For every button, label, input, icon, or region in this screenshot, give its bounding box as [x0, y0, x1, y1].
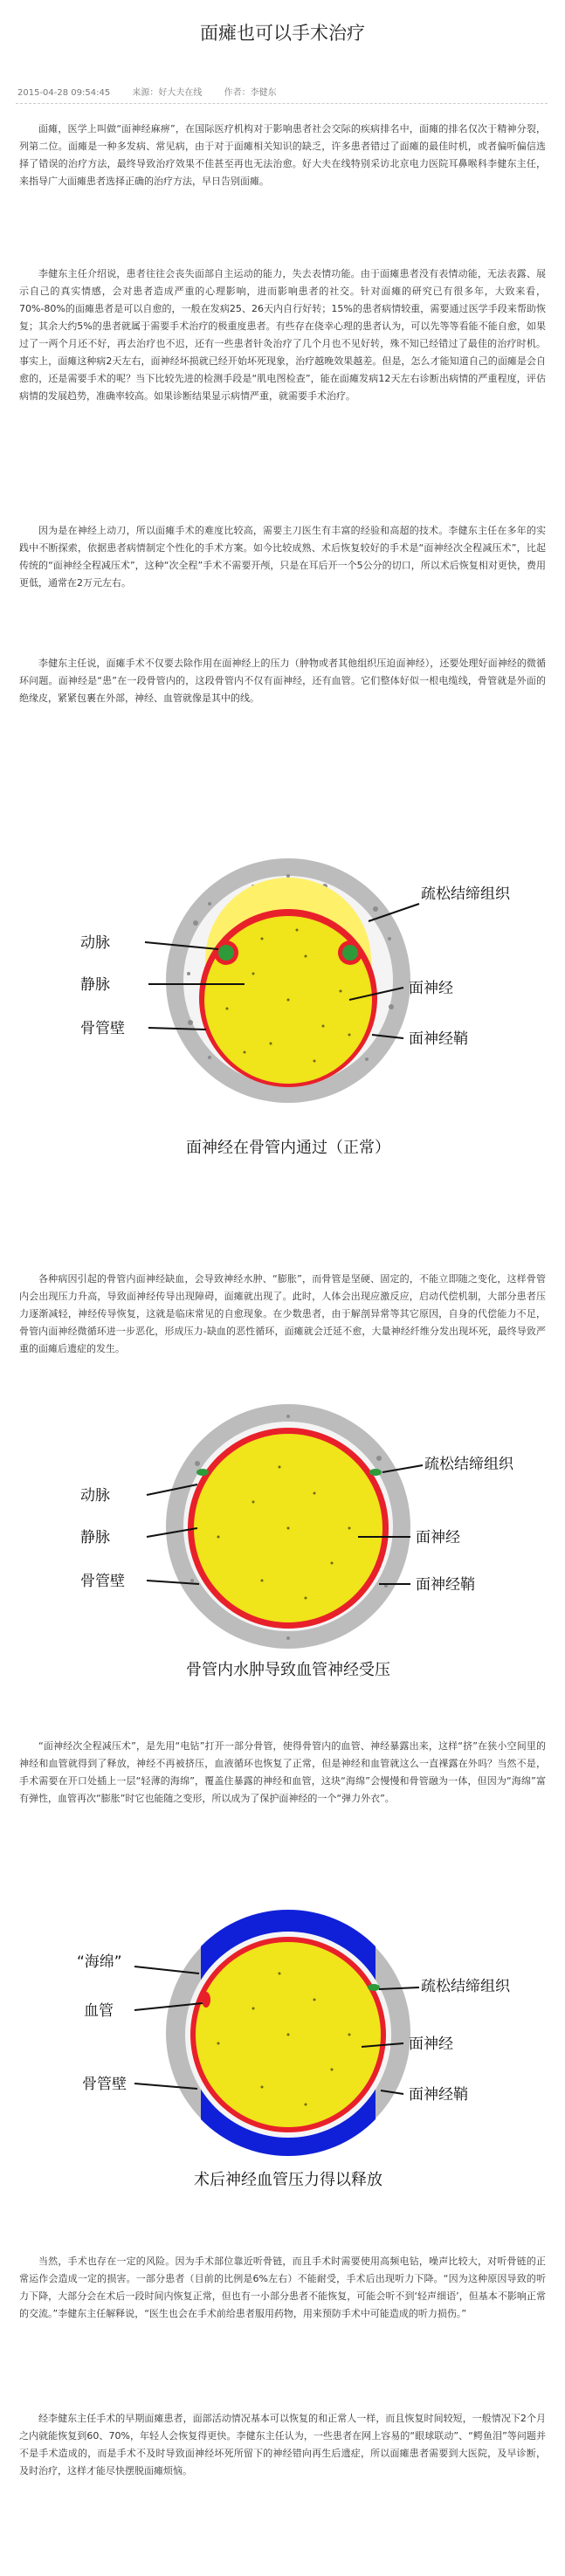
paragraph-edema: 各种病因引起的骨管内面神经缺血，会导致神经水肿、“膨胀”，而骨管是坚硬、固定的，不能立即随之变化，这样骨管内会出现压力升高，导致面神经传导出现障碍，面瘫就出现了。此时，人体会出现应激反应，启动代偿机制，大部分患者压力逐渐减轻，神经传导恢复，这就是临床常见的自愈现象。在少数患者，由于解剖异常等其它原因，自身的代偿能力不足，骨管内面神经微循环进一步恶化，形成压力-缺血的恶性循环，面瘫就会迁延不愈，大量神经纤维分发出现坏死，最终导致严重的面瘫后遗症的发生。	[19, 1273, 546, 1354]
label-loose-tissue: 疏松结缔组织	[421, 885, 510, 903]
article-title: 面瘫也可以手术治疗	[200, 23, 365, 44]
figure-caption: 术后神经血管压力得以释放	[194, 2171, 382, 2189]
paragraph-recovery: 经李健东主任手术的早期面瘫患者，面部活动情况基本可以恢复的和正常人一样，而且恢复时间较短，一般情况下2个月之内就能恢复到60、70%，年轻人会恢复得更快。李健东主任认为，一些患者在网上容易的“眼球联动”、“鳄鱼泪”等问题并不是手术造成的，而是手术不及时导致面神经坏死所留下的神经错向再生后遗症，所以面瘫患者需要到大医院，及早诊断，及时治疗，这样才能尽快摆脱面瘫烦恼。	[19, 2413, 546, 2476]
vein-icon	[369, 1469, 382, 1476]
label-sponge: “海绵”	[77, 1953, 122, 1971]
label-loose-tissue: 疏松结缔组织	[421, 1978, 510, 1995]
artery-icon	[196, 1469, 209, 1476]
label-bone-wall: 骨管壁	[82, 2076, 127, 2093]
article-meta	[17, 85, 541, 98]
article-source: 来源：好大夫在线	[132, 88, 203, 98]
label-vein: 静脉	[80, 1529, 110, 1546]
figure-after-surgery	[44, 1904, 533, 2205]
paragraph-intro: 面瘫，医学上叫做“面神经麻痹”，在国际医疗机构对于影响患者社会交际的疾病排名中，面瘫的排名仅次于精神分裂，列第二位。面瘫是一种多发病、常见病，由于对于面瘫相关知识的缺乏，许多患者错过了面瘫的最佳时机，或者偏听偏信选择了错误的治疗方法，最终导致治疗效果不佳甚至再也无法治愈。好大夫在线特别采访北京电力医院耳鼻喉科李健东主任，来指导广大面瘫患者选择正确的治疗方法，早日告别面瘫。	[19, 123, 546, 187]
paragraph-bone-canal: 李健东主任说，面瘫手术不仅要去除作用在面神经上的压力（肿物或者其他组织压迫面神经），还要处理好面神经的微循环问题。面神经是“患”在一段骨管内的，这段骨管内不仅有面神经，还有血管。它们整体好似一根电缆线，骨管就是外面的绝缘皮，紧紧包裹在外部，神经、血管就像是其中的线。	[19, 658, 546, 704]
label-artery: 动脉	[80, 1487, 110, 1505]
figure-normal-nerve	[44, 851, 533, 1188]
paragraph-surgery: 因为是在神经上动刀，所以面瘫手术的难度比较高，需要主刀医生有丰富的经验和高超的技术。李健东主任在多年的实践中不断探索，依据患者病情制定个性化的手术方案。如今比较成熟、术后恢复较好的手术是“面神经次全程减压术”，比起传统的“面神经全程减压术”，这种“次全程”手术不需要开颅，只是在耳后开一个5公分的切口，所以术后恢复相对更快，费用更低，通常在2万元左右。	[19, 525, 546, 589]
label-artery: 动脉	[80, 934, 110, 952]
label-nerve-sheath: 面神经鞘	[409, 1030, 468, 1048]
label-facial-nerve: 面神经	[409, 980, 453, 997]
label-facial-nerve: 面神经	[409, 2035, 453, 2053]
figure-caption: 面神经在骨管内通过（正常）	[186, 1139, 390, 1157]
bone-canal-diagram	[166, 1910, 410, 2156]
label-bone-wall: 骨管壁	[80, 1020, 125, 1037]
label-nerve-sheath: 面神经鞘	[409, 2086, 468, 2104]
label-bone-wall: 骨管壁	[80, 1573, 125, 1590]
figure-caption: 骨管内水肿导致血管神经受压	[186, 1661, 390, 1679]
label-vessel: 血管	[84, 2002, 114, 2020]
bone-canal-diagram	[166, 1404, 410, 1649]
label-vein: 静脉	[80, 976, 110, 994]
label-nerve-sheath: 面神经鞘	[416, 1576, 475, 1594]
article-author: 作者：李健东	[224, 88, 277, 98]
label-facial-nerve: 面神经	[416, 1529, 460, 1546]
publish-date: 2015-04-28 09:54:45	[17, 88, 111, 98]
figure-edema	[44, 1397, 533, 1703]
label-loose-tissue: 疏松结缔组织	[424, 1456, 513, 1473]
paragraph-diagnosis: 李健东主任介绍说，患者往往会丧失面部自主运动的能力，失去表情功能。由于面瘫患者没有表情动能，无法表露、展示自己的真实情感，会对患者造成严重的心理影响，进而影响患者的社交。针对面瘫的研究已有很多年，大致来看，70%-80%的面瘫患者是可以自愈的，一般在发病25、26天内自行好转；15%的患者病情较重，需要通过医学手段来帮助恢复；其余大约5%的患者就属于需要手术治疗的极重度患者。有些存在侥幸心理的患者认为，可以先等等看能不能自愈，如果过了一两个月还不好，再去治疗也不迟，还有一些患者针灸治疗了几个月也不见好转，殊不知已经错过了最佳的治疗时机。事实上，面瘫这种病2天左右，面神经坏损就已经开始坏死现象，治疗越晚效果越差。但是，怎么才能知道自己的面瘫是会自愈的，还是需要手术的呢？当下比较先进的检测手段是“肌电图检查”，能在面瘫发病12天左右诊断出病情的严重程度，评估病情的发展趋势，准确率较高。如果诊断结果显示病情严重，就需要手术治疗。	[19, 268, 546, 402]
title-divider	[16, 103, 548, 104]
paragraph-decompression: “面神经次全程减压术”，是先用“电钻”打开一部分骨管，使得骨管内的血管、神经暴露出来，这样“挤”在狭小空间里的神经和血管就得到了释放，神经不再被挤压，血液循环也恢复了正常，但是神经和血管就这么一直裸露在外吗？当然不是，手术需要在开口处插上一层“轻薄的海绵”，覆盖住暴露的神经和血管，这块“海绵”会慢慢和骨管融为一体，但因为“海绵”富有弹性，血管再次“膨胀”时它也能随之变形，所以成为了保护面神经的一个“弹力外衣”。	[19, 1740, 546, 1804]
paragraph-risks: 当然，手术也存在一定的风险。因为手术部位靠近听骨链，而且手术时需要使用高频电钻，噪声比较大，对听骨链的正常运作会造成一定的损害。一部分患者（目前的比例是6%左右）不能耐受，手术后出现听力下降。“因为这种原因导致的听力下降，大部分会在术后一段时间内恢复正常，但也有一小部分患者不能恢复，可能会听不到‘轻声细语’，但基本不影响正常的交流。”李健东主任解释说，“医生也会在手术前给患者服用药物，用来预防手术中可能造成的听力损伤。”	[19, 2256, 546, 2319]
bone-canal-diagram	[166, 858, 410, 1103]
